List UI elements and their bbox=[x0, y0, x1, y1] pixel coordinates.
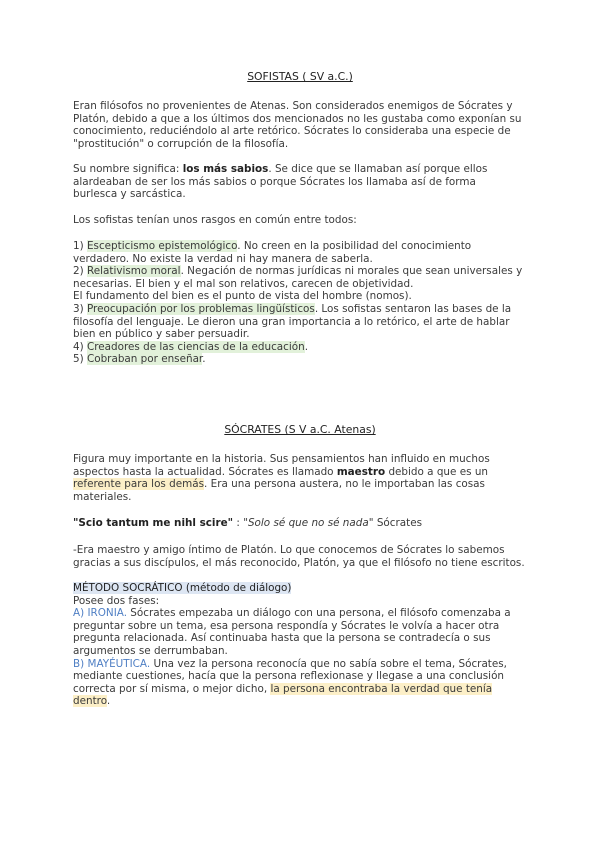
item-number: 2) bbox=[73, 265, 87, 278]
text-line bbox=[73, 466, 531, 479]
sofistas-traits-intro: Los sofistas tenían unos rasgos en común entre todos: bbox=[73, 214, 357, 226]
text-span: . bbox=[202, 353, 206, 366]
text-line bbox=[73, 582, 531, 595]
text-line bbox=[73, 607, 531, 620]
socrates-title: SÓCRATES (S V a.C. Atenas) bbox=[224, 423, 376, 436]
text-line: necesarias. El bien y el mal son relativos, carecen de objetividad. bbox=[73, 277, 414, 290]
socrates-plato-paragraph bbox=[73, 544, 531, 569]
sofistas-name-paragraph bbox=[73, 163, 531, 201]
text-span: . Se dice que se llamaban así porque ellos bbox=[268, 163, 488, 175]
text-line: burlesca y sarcástica. bbox=[73, 188, 186, 201]
highlighted-term: Preocupación por los problemas lingüísticos bbox=[86, 302, 315, 315]
text-line: bien en público y saber persuadir. bbox=[73, 328, 250, 341]
text-span: debido a que es un bbox=[385, 465, 488, 478]
bold-term: maestro bbox=[336, 465, 386, 478]
text-span: : bbox=[233, 517, 244, 529]
text-span: Sócrates empezaba un diálogo con una persona, el filósofo comenzaba a bbox=[127, 607, 511, 620]
list-item bbox=[73, 341, 531, 354]
text-line: materiales. bbox=[73, 490, 132, 503]
item-number: 4) bbox=[73, 340, 87, 353]
text-line bbox=[73, 695, 531, 708]
text-span: . Negación de normas jurídicas ni morales que sean universales y bbox=[180, 265, 523, 278]
text-span: correcta por sí misma, o mejor dicho, bbox=[73, 682, 271, 695]
text-line bbox=[73, 683, 531, 696]
text-span: . bbox=[106, 695, 111, 708]
text-line: filosofía del lenguaje. Le dieron una gran importancia a lo retórico, el arte de hablar bbox=[73, 315, 510, 328]
highlighted-term: Cobraban por enseñar bbox=[86, 353, 203, 366]
text-line: El fundamento del bien es el punto de vista del hombre (nomos). bbox=[73, 290, 412, 303]
text-line: -Era maestro y amigo íntimo de Platón. Lo que conocemos de Sócrates lo sabemos bbox=[73, 544, 505, 556]
text-line: pregunta relacionada. Así continuaba hasta que la persona se contradecía o sus bbox=[73, 632, 491, 645]
highlighted-phrase: la persona encontraba la verdad que tenía bbox=[270, 682, 493, 695]
socratic-method-section bbox=[73, 582, 531, 708]
highlighted-phrase: dentro bbox=[73, 695, 107, 708]
highlighted-term: Relativismo moral bbox=[86, 265, 181, 278]
text-line: gracias a sus discípulos, el más reconocido, Platón, ya que el filósofo no tiene escritos. bbox=[73, 556, 525, 569]
text-line: argumentos se derrumbaban. bbox=[73, 644, 228, 657]
text-line: Platón, debido a que a los últimos dos mencionados no les gustaba como exponían su bbox=[73, 112, 522, 125]
list-item bbox=[73, 265, 531, 278]
sofistas-intro bbox=[73, 100, 531, 150]
text-span: . bbox=[304, 340, 309, 353]
highlighted-term: Escepticismo epistemológico bbox=[86, 240, 238, 252]
text-span: Su nombre significa: bbox=[73, 163, 183, 175]
text-span: aspectos hasta la actualidad. Sócrates es llamado bbox=[73, 465, 337, 478]
socrates-quote bbox=[73, 517, 531, 530]
sofistas-title: SOFISTAS ( SV a.C.) bbox=[247, 70, 353, 83]
method-heading: MÉTODO SOCRÁTICO (método de diálogo) bbox=[73, 582, 292, 594]
phase-label-mayeutica: B) MAYÉUTICA. bbox=[73, 657, 151, 670]
text-span: . No creen en la posibilidad del conocimiento bbox=[237, 240, 472, 252]
quote-translation: "Solo sé que no sé nada" bbox=[243, 517, 374, 529]
text-line: mediante cuestiones, hacía que la persona reflexionase y llegase a una conclusión bbox=[73, 670, 505, 683]
sofistas-traits-list bbox=[73, 240, 531, 366]
text-line bbox=[73, 478, 531, 491]
text-line bbox=[73, 658, 531, 671]
bold-term: los más sabios bbox=[182, 163, 269, 175]
latin-quote: "Scio tantum me nihl scire" bbox=[73, 517, 234, 529]
quote-author: Sócrates bbox=[373, 517, 423, 529]
text-line: Posee dos fases: bbox=[73, 594, 160, 607]
text-span: . Era una persona austera, no le importaban las cosas bbox=[204, 478, 485, 491]
text-line: alardeaban de ser los más sabios o porque Sócrates los llamaba así de forma bbox=[73, 175, 476, 188]
text-line: preguntar sobre un tema, esa persona respondía y Sócrates le volvía a hacer otra bbox=[73, 619, 500, 632]
text-line: verdadero. No existe la verdad ni hay manera de saberla. bbox=[73, 252, 373, 265]
text-line bbox=[73, 163, 531, 176]
list-item bbox=[73, 303, 531, 316]
text-line: conocimiento, reduciéndolo al arte retórico. Sócrates lo consideraba una especie de bbox=[73, 125, 511, 138]
item-number: 5) bbox=[73, 353, 87, 366]
list-item bbox=[73, 353, 531, 366]
text-line: "prostitución" o corrupción de la filosofía. bbox=[73, 137, 289, 150]
highlighted-phrase: referente para los demás bbox=[73, 478, 205, 491]
text-line bbox=[73, 517, 531, 530]
item-number: 1) bbox=[73, 240, 87, 252]
text-span: Una vez la persona reconocía que no sabía sobre el tema, Sócrates, bbox=[150, 657, 507, 670]
item-number: 3) bbox=[73, 302, 87, 315]
socrates-intro bbox=[73, 453, 531, 503]
phase-label-ironia: A) IRONIA. bbox=[73, 607, 127, 620]
text-line: Figura muy importante en la historia. Sus pensamientos han influido en muchos bbox=[73, 453, 490, 465]
text-span: . Los sofistas sentaron las bases de la bbox=[314, 302, 512, 315]
text-line: Eran filósofos no provenientes de Atenas. Son considerados enemigos de Sócrates y bbox=[73, 100, 513, 112]
list-item bbox=[73, 240, 531, 253]
highlighted-term: Creadores de las ciencias de la educación bbox=[86, 340, 305, 353]
